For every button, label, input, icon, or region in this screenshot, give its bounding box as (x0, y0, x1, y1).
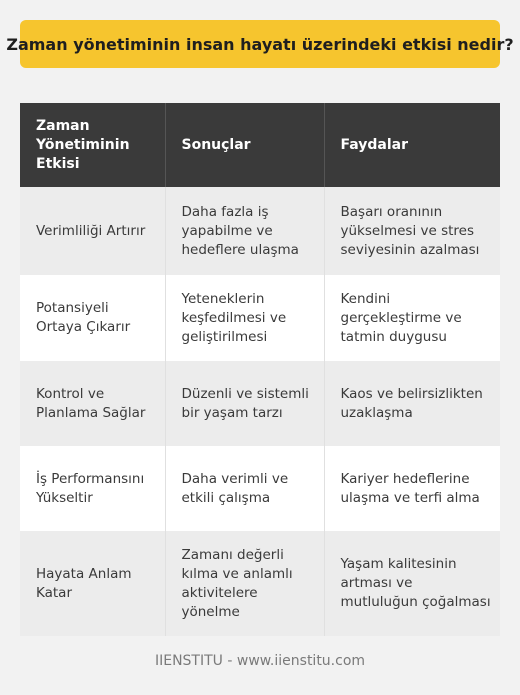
effect-cell: Verimliliği Artırır (20, 187, 165, 275)
result-cell: Zamanı değerli kılma ve anlamlı aktivitelere yönelme (165, 531, 324, 636)
result-cell: Daha verimli ve etkili çalışma (165, 446, 324, 531)
table-row (20, 361, 500, 446)
page-title: Zaman yönetiminin insan hayatı üzerindeki etkisi nedir? (6, 34, 514, 54)
effect-cell: Kontrol ve Planlama Sağlar (20, 361, 165, 446)
table-row (20, 531, 500, 636)
table-header-row (20, 103, 500, 187)
benefit-cell: Yaşam kalitesinin artması ve mutluluğun çoğalması (324, 531, 500, 636)
effect-cell: İş Performansını Yükseltir (20, 446, 165, 531)
column-header-effect: Zaman Yönetiminin Etkisi (20, 103, 165, 187)
table-row (20, 275, 500, 361)
comparison-table (20, 103, 500, 636)
effect-cell: Potansiyeli Ortaya Çıkarır (20, 275, 165, 361)
result-cell: Daha fazla iş yapabilme ve hedeflere ulaşma (165, 187, 324, 275)
effect-cell: Hayata Anlam Katar (20, 531, 165, 636)
title-banner (6, 20, 514, 68)
footer-credit: IIENSTITU - www.iienstitu.com (154, 653, 366, 669)
result-cell: Yeteneklerin keşfedilmesi ve geliştirilmesi (165, 275, 324, 361)
column-header-benefits: Faydalar (324, 103, 500, 187)
table-row (20, 187, 500, 275)
benefit-cell: Başarı oranının yükselmesi ve stres seviyesinin azalması (324, 187, 500, 275)
benefit-cell: Kaos ve belirsizlikten uzaklaşma (324, 361, 500, 446)
column-header-results: Sonuçlar (165, 103, 324, 187)
benefit-cell: Kariyer hedeflerine ulaşma ve terfi alma (324, 446, 500, 531)
table-row (20, 446, 500, 531)
result-cell: Düzenli ve sistemli bir yaşam tarzı (165, 361, 324, 446)
benefit-cell: Kendini gerçekleştirme ve tatmin duygusu (324, 275, 500, 361)
